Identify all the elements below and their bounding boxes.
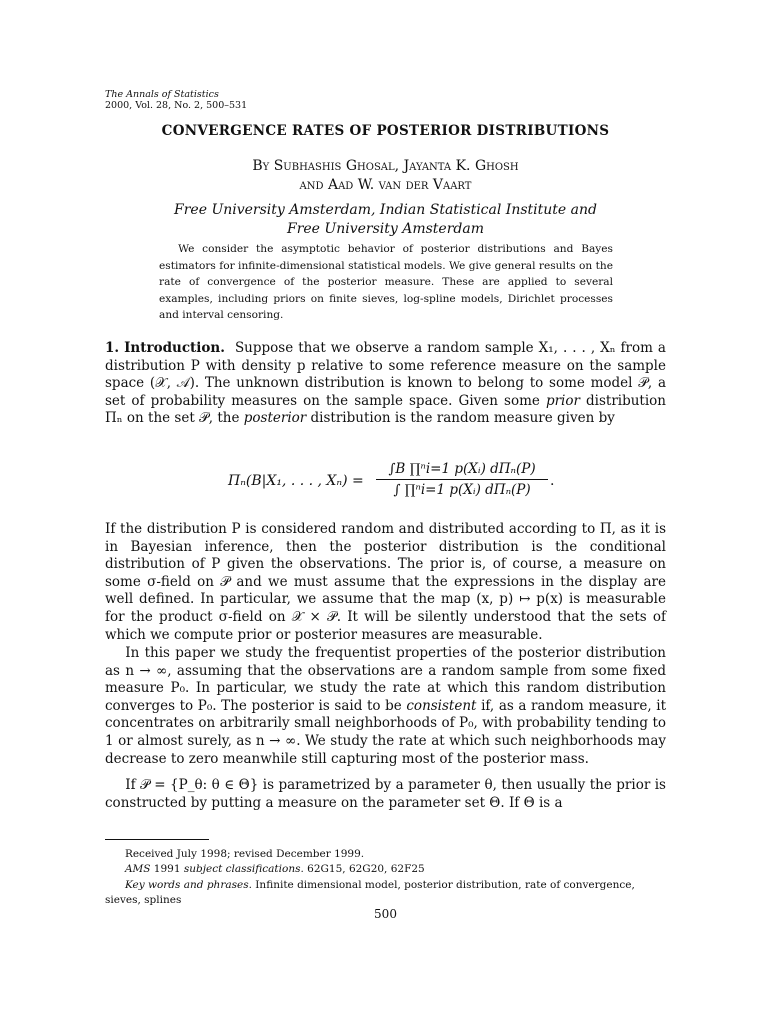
- prior-term: prior: [545, 392, 580, 409]
- ams-codes: . 62G15, 62G20, 62F25: [300, 863, 425, 876]
- journal-name: The Annals of Statistics: [105, 89, 219, 100]
- intro-paragraph-3: [105, 645, 666, 768]
- formula-numerator: ∫B ∏ⁿi=1 p(Xᵢ) dΠₙ(P): [388, 461, 536, 477]
- formula-fraction: [376, 461, 548, 498]
- received-note: Received July 1998; revised December 1999.: [124, 848, 365, 860]
- formula-period: .: [550, 473, 555, 489]
- consistent-term: consistent: [406, 697, 477, 714]
- formula-lhs: Πₙ(B|X₁, . . . , Xₙ) =: [228, 473, 364, 489]
- footnotes: [105, 847, 666, 909]
- para1-text-c: distribution is the random measure given by: [306, 410, 615, 427]
- affiliations: [105, 201, 666, 239]
- para3-text-b: if, as a random measure, it concentrates on arbitrarily small neighborhoods of P₀, with probability tending to 1 or almost surely, as n → ∞. We study the rate at which such neighborhoods may decrease to zero meanwhile still capturing most of the posterior mass.: [105, 697, 666, 767]
- author-line-2: and Aad W. van der Vaart: [299, 177, 472, 193]
- para1-text-a: Suppose that we observe a random sample X₁, . . . , Xₙ from a distribution P with density p relative to some reference measure on the sample space (𝒳, 𝒜). The unknown distribution is known to belong to some model 𝒫, a set of probability measures on the sample space. Given some: [105, 340, 666, 409]
- ams-classification: [105, 862, 666, 877]
- intro-paragraph-2: If the distribution P is considered random and distributed according to Π, as it is in Bayesian inference, then the posterior distribution is the conditional distribution of P given the observations. The prior is, of course, a measure on some σ-field on 𝒫 and we must assume that the expressions in the display are well defined. In particular, we assume that the map (x, p) ↦ p(x) is measurable for the product σ-field on 𝒳 × 𝒫. It will be silently understood that the sets of which we compute prior or posterior measures are measurable.: [105, 521, 666, 643]
- author-list: [105, 157, 666, 195]
- section-title: Introduction.: [124, 340, 225, 356]
- page-number: 500: [374, 907, 397, 921]
- section-number: 1.: [105, 340, 120, 356]
- para3-text-a: In this paper we study the frequentist properties of the posterior distribution as n → ∞, assuming that the observations are a random sample from some fixed measure P₀. In particular, we study the rate at which this random distribution converges to P₀. The posterior is said to be: [105, 645, 666, 714]
- formula-denominator: ∫ ∏ⁿi=1 p(Xᵢ) dΠₙ(P): [393, 482, 531, 498]
- ams-label: AMS: [124, 863, 151, 876]
- keywords-text: . Infinite dimensional model, posterior distribution, rate of convergence, sieves, splines: [105, 878, 635, 907]
- abstract: We consider the asymptotic behavior of posterior distributions and Bayes estimators for infinite-dimensional statistical models. We give general results on the rate of convergence of the posterior measure. These are applied to several examples, including priors on finite sieves, log-spline models, Dirichlet processes and interval censoring.: [159, 243, 613, 321]
- journal-citation: 2000, Vol. 28, No. 2, 500–531: [105, 100, 248, 111]
- author-line-1: By Subhashis Ghosal, Jayanta K. Ghosh: [252, 158, 519, 174]
- affiliation-line-2: Free University Amsterdam: [286, 221, 484, 237]
- para1-text-b: distribution Πₙ on the set 𝒫, the: [105, 392, 666, 427]
- intro-paragraph-1: [105, 340, 666, 428]
- fraction-bar: [376, 479, 548, 480]
- journal-header: [105, 89, 247, 111]
- ams-year: 1991: [150, 863, 184, 876]
- footnote-rule: [105, 839, 209, 840]
- paper-title: CONVERGENCE RATES OF POSTERIOR DISTRIBUTIONS: [161, 123, 610, 139]
- keywords-label: Key words and phrases: [124, 878, 249, 891]
- ams-subject: subject classifications: [183, 863, 301, 876]
- posterior-formula: [228, 461, 568, 505]
- keywords-note: [105, 878, 666, 909]
- posterior-term: posterior: [243, 410, 307, 427]
- intro-paragraph-4: If 𝒫 = {P_θ: θ ∈ Θ} is parametrized by a parameter θ, then usually the prior is constructed by putting a measure on the parameter set Θ. If Θ is a: [105, 777, 666, 811]
- affiliation-line-1: Free University Amsterdam, Indian Statistical Institute and: [174, 202, 597, 218]
